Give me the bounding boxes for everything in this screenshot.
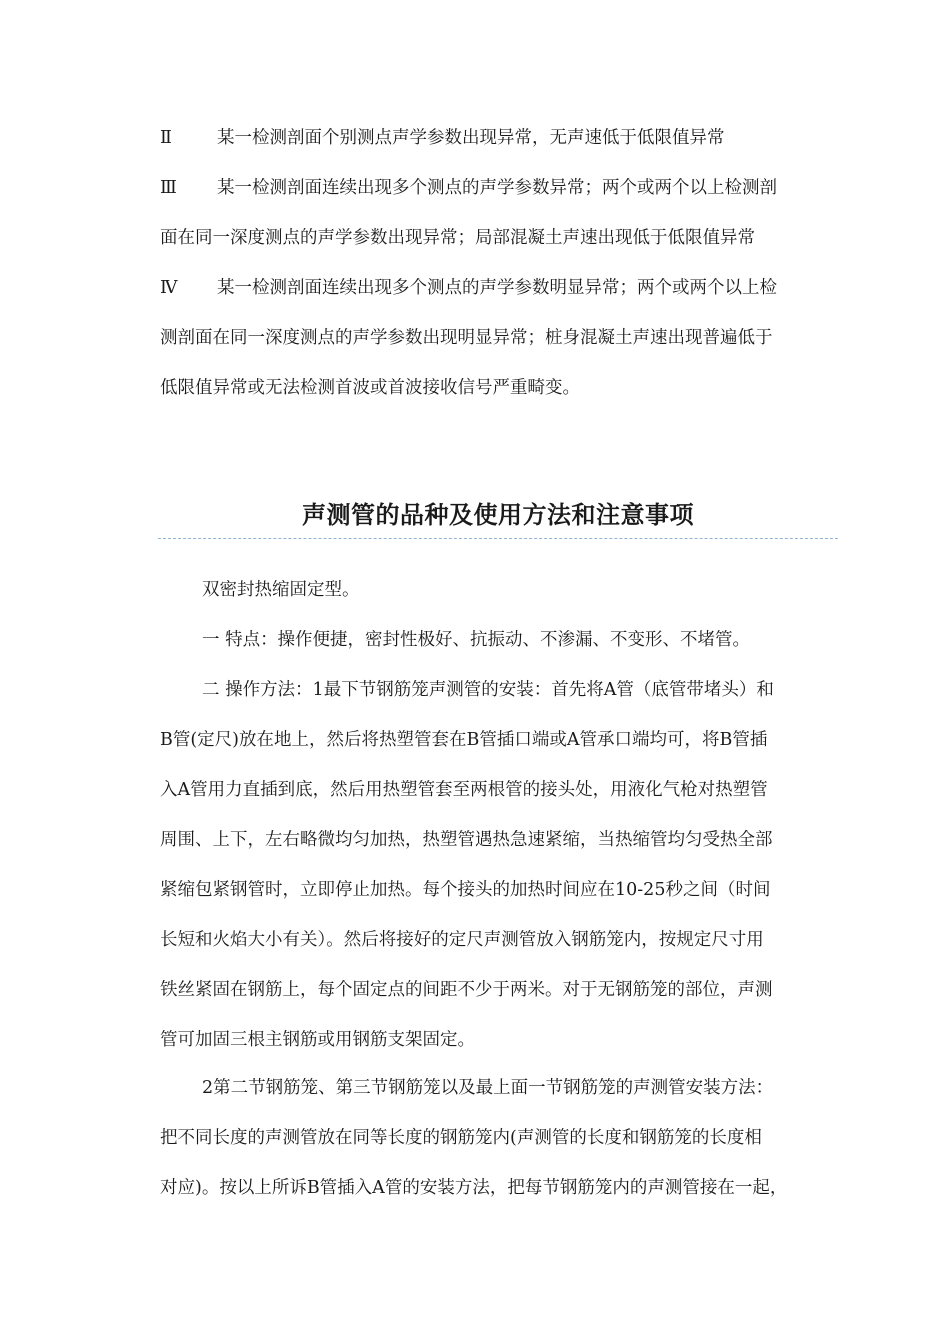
grade-iii-text-2: 面在同一深度测点的声学参数出现异常；局部混凝土声速出现低于低限值异常 — [160, 228, 755, 248]
grade-iii-text-1: 某一检测剖面连续出现多个测点的声学参数异常；两个或两个以上检测剖 — [217, 178, 777, 198]
features-line: 一 特点：操作便捷，密封性极好、抗振动、不渗漏、不变形、不堵管。 — [202, 630, 751, 650]
grade-ii-text: 某一检测剖面个别测点声学参数出现异常，无声速低于低限值异常 — [217, 128, 725, 148]
method-line-8: 管可加固三根主钢筋或用钢筋支架固定。 — [160, 1030, 475, 1050]
type-line: 双密封热缩固定型。 — [202, 580, 360, 600]
step2-line-1: 2第二节钢筋笼、第三节钢筋笼以及最上面一节钢筋笼的声测管安装方法： — [202, 1078, 774, 1098]
method-line-5: 紧缩包紧钢管时，立即停止加热。每个接头的加热时间应在10-25秒之间（时间 — [160, 880, 771, 900]
method-line-4: 周围、上下，左右略微均匀加热，热塑管遇热急速紧缩，当热缩管均匀受热全部 — [160, 830, 773, 850]
method-line-6: 长短和火焰大小有关）。然后将接好的定尺声测管放入钢筋笼内，按规定尺寸用 — [160, 930, 764, 950]
step2-line-3: 对应)。按以上所诉B管插入A管的安装方法，把每节钢筋笼内的声测管接在一起， — [160, 1178, 788, 1198]
grade-iv-text-3: 低限值异常或无法检测首波或首波接收信号严重畸变。 — [160, 378, 580, 398]
grade-mark-ii: Ⅱ — [160, 128, 172, 148]
grade-iv-text-1: 某一检测剖面连续出现多个测点的声学参数明显异常；两个或两个以上检 — [217, 278, 777, 298]
grade-mark-iii: Ⅲ — [160, 178, 177, 198]
grade-iv-text-2: 测剖面在同一深度测点的声学参数出现明显异常；桩身混凝土声速出现普遍低于 — [160, 328, 773, 348]
section-title: 声测管的品种及使用方法和注意事项 — [302, 501, 694, 529]
step2-line-2: 把不同长度的声测管放在同等长度的钢筋笼内(声测管的长度和钢筋笼的长度相 — [160, 1128, 762, 1148]
method-line-2: B管(定尺)放在地上，然后将热塑管套在B管插口端或A管承口端均可，将B管插 — [160, 730, 768, 750]
method-line-3: 入A管用力直插到底，然后用热塑管套至两根管的接头处，用液化气枪对热塑管 — [160, 780, 768, 800]
title-divider — [158, 538, 838, 539]
grade-mark-iv: Ⅳ — [160, 278, 178, 298]
method-line-7: 铁丝紧固在钢筋上，每个固定点的间距不少于两米。对于无钢筋笼的部位，声测 — [160, 980, 773, 1000]
method-line-1: 二 操作方法：1最下节钢筋笼声测管的安装：首先将A管（底管带堵头）和 — [202, 680, 774, 700]
